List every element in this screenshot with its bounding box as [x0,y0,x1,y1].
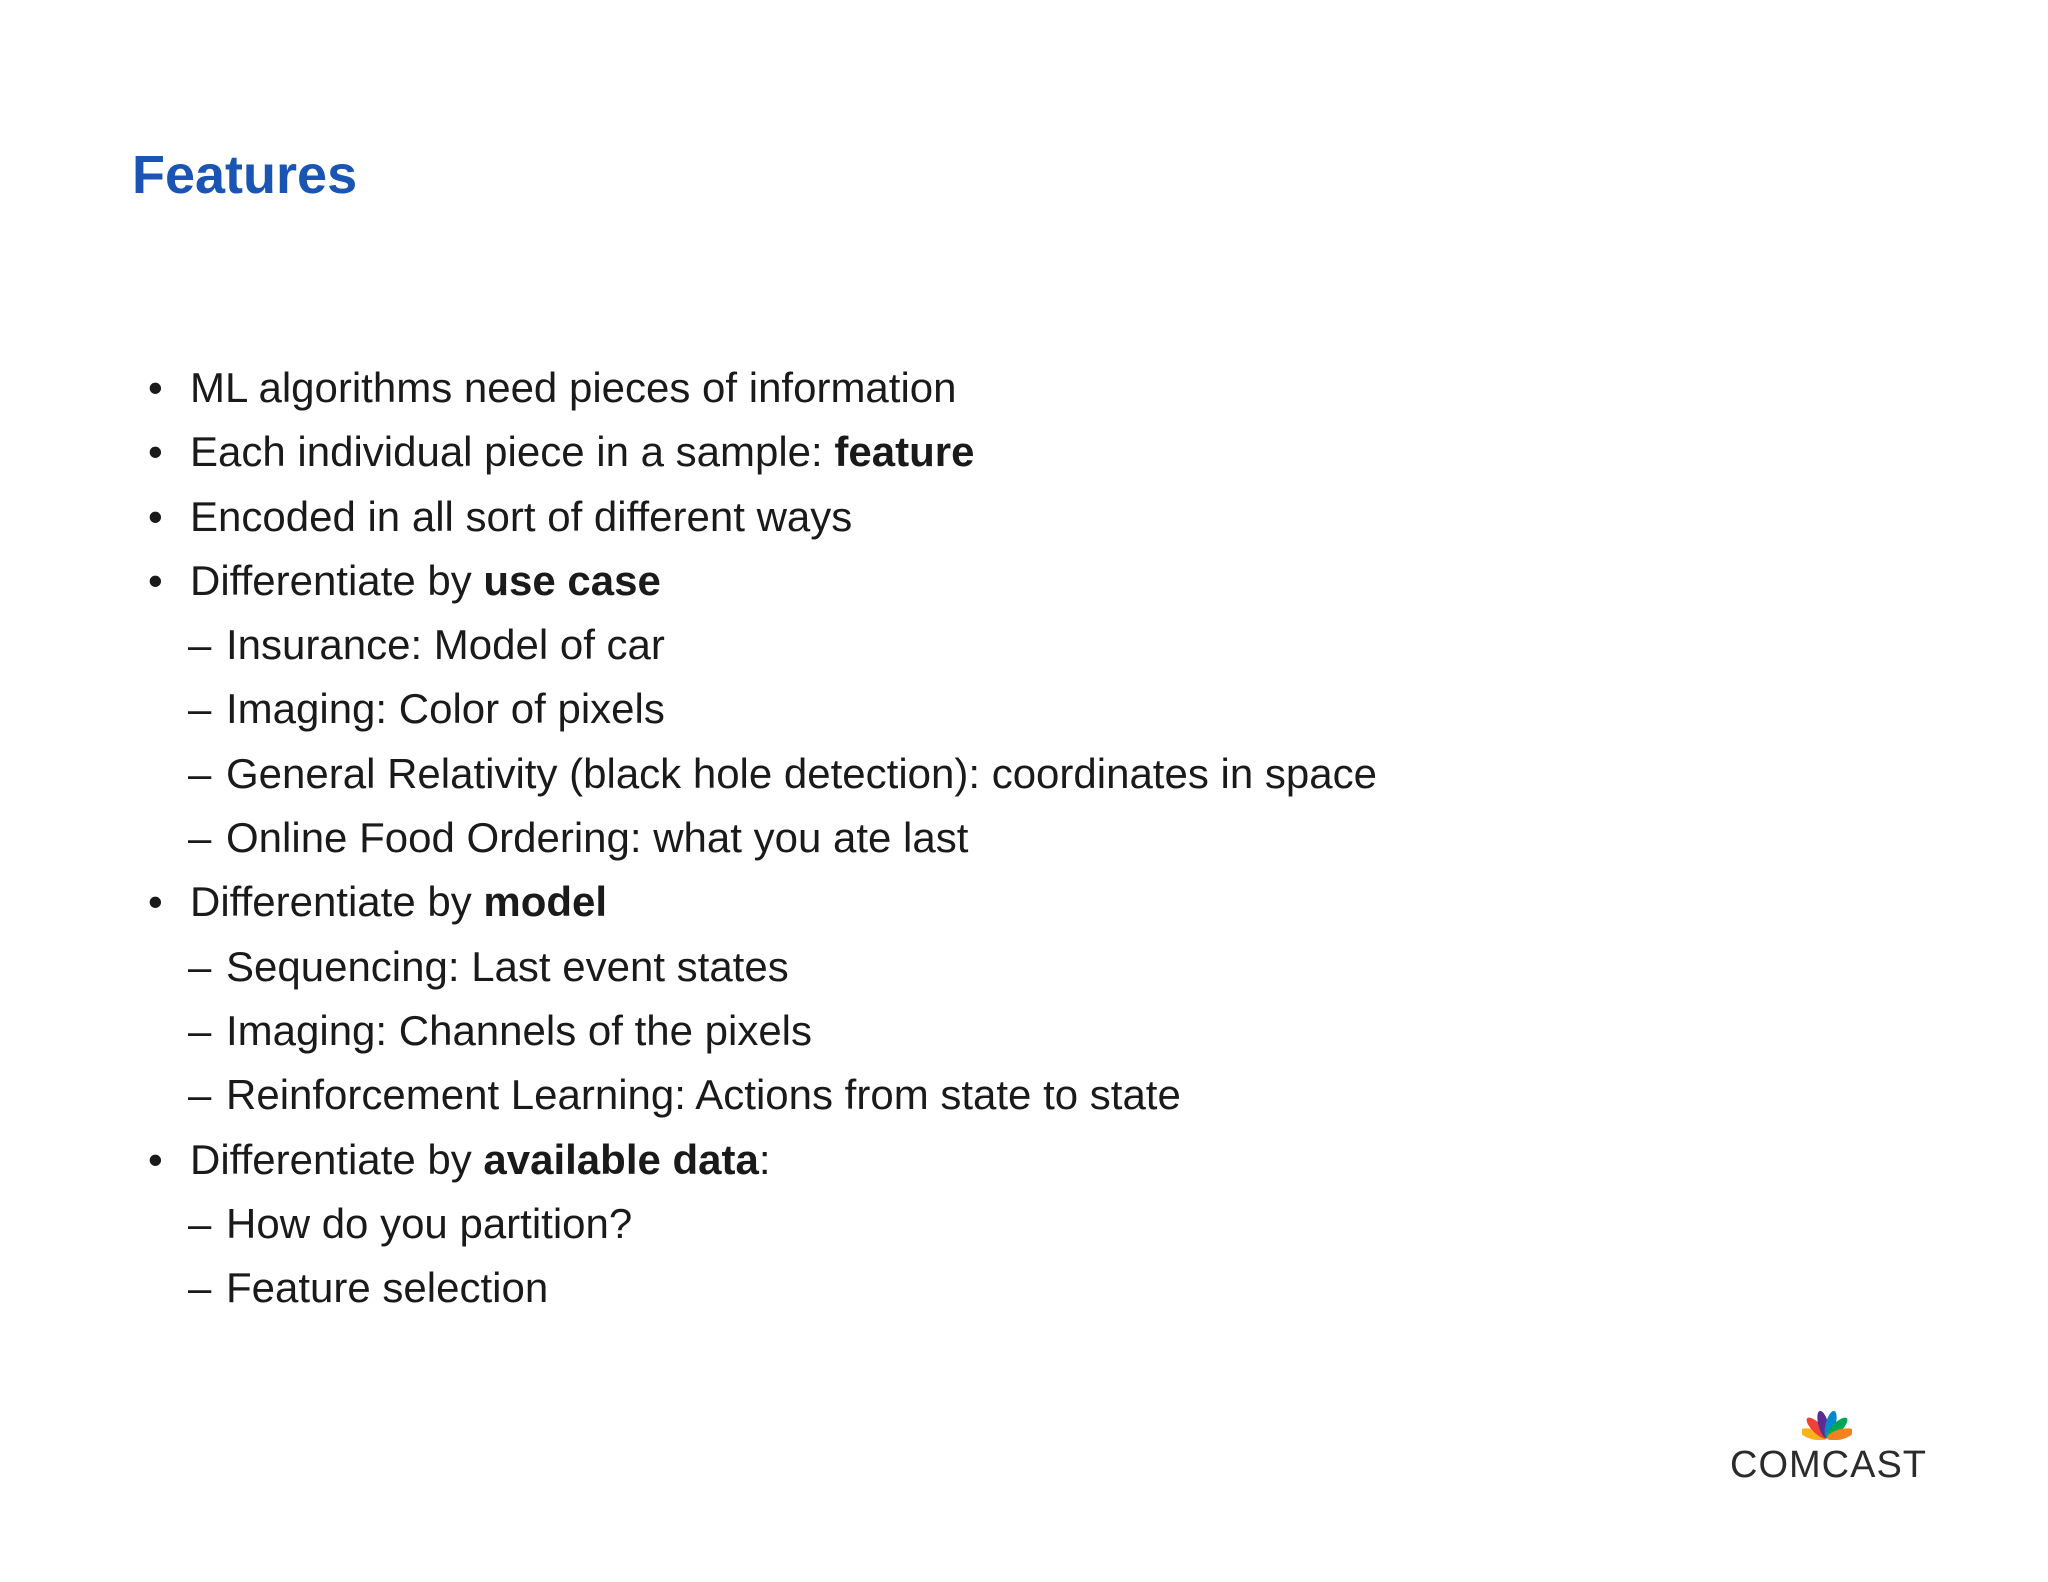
sub-bullet-item [148,1063,1948,1127]
sub-bullet-item [148,806,1948,870]
bullet-emphasis: use case [483,556,661,604]
sub-bullet-item [148,677,1948,741]
bullet-text: How do you partition? [226,1199,633,1247]
bullet-text: Online Food Ordering: what you ate last [226,814,969,862]
bullet-marker: • [148,1135,163,1183]
bullet-item [148,356,1948,420]
bullet-marker: – [188,685,212,733]
bullet-marker: – [188,814,212,862]
bullet-suffix: : [758,1135,771,1183]
bullet-text: Differentiate by [190,1135,484,1183]
bullet-marker: • [148,556,163,604]
bullet-list [148,356,1948,1320]
bullet-text: Differentiate by [190,556,484,604]
logo-wordmark: COMCAST [1730,1444,1927,1486]
comcast-logo [1730,1408,1927,1490]
bullet-marker: – [188,621,212,669]
sub-bullet-item [148,935,1948,999]
bullet-item [148,549,1948,613]
bullet-item [148,485,1948,549]
bullet-marker: • [148,878,163,926]
sub-bullet-item [148,1256,1948,1320]
bullet-text: Sequencing: Last event states [226,942,789,990]
bullet-marker: – [188,942,212,990]
bullet-emphasis: model [483,878,608,926]
bullet-text: General Relativity (black hole detection): coordinates in space [226,749,1377,797]
bullet-item [148,870,1948,934]
bullet-marker: • [148,364,163,411]
bullet-marker: – [188,1006,212,1054]
bullet-item [148,1128,1948,1192]
bullet-text: ML algorithms need pieces of information [190,364,957,411]
bullet-text: Reinforcement Learning: Actions from state to state [226,1071,1181,1119]
bullet-marker: – [188,749,212,797]
sub-bullet-item [148,999,1948,1063]
slide-title: Features [132,145,358,205]
sub-bullet-item [148,1192,1948,1256]
peacock-icon [1802,1408,1852,1440]
bullet-text: Feature selection [226,1264,549,1312]
bullet-text: Encoded in all sort of different ways [190,492,853,540]
bullet-text: Imaging: Channels of the pixels [226,1006,813,1054]
bullet-marker: • [148,492,163,540]
bullet-marker: – [188,1071,212,1119]
sub-bullet-item [148,613,1948,677]
bullet-marker: – [188,1264,212,1312]
bullet-item [148,420,1948,484]
bullet-text: Differentiate by [190,878,484,926]
bullet-marker: – [188,1199,212,1247]
bullet-text: Insurance: Model of car [226,621,665,669]
bullet-text: Each individual piece in a sample: [190,428,835,476]
bullet-emphasis: feature [834,428,975,476]
bullet-emphasis: available data [483,1135,759,1183]
sub-bullet-item [148,742,1948,806]
bullet-marker: • [148,428,163,476]
bullet-text: Imaging: Color of pixels [226,685,665,733]
